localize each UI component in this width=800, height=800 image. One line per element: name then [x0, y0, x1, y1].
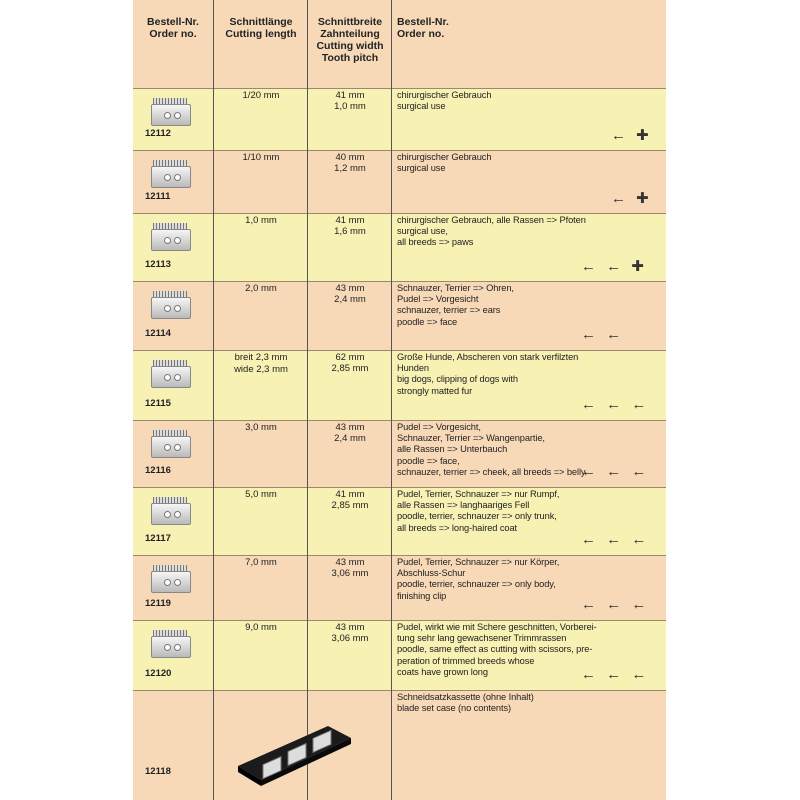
header-text: Schnittbreite: [317, 16, 383, 28]
cutting-width-line: 3,06 mm: [331, 568, 369, 579]
description-line: chirurgischer Gebrauch: [397, 152, 492, 162]
cutting-width-line: 2,85 mm: [331, 363, 369, 374]
description-line: chirurgischer Gebrauch: [397, 90, 492, 100]
order-number: 12117: [145, 533, 171, 544]
breed-icons: ← ← ✚: [581, 258, 647, 275]
blade-teeth: [153, 360, 187, 366]
breed-icons: ← ← ←: [581, 396, 650, 413]
description: [397, 90, 665, 112]
blade-image: [151, 571, 191, 593]
header-cutting-length: [215, 16, 307, 40]
cutting-width-line: 1,6 mm: [334, 226, 366, 237]
description-line: Schnauzer, Terrier => Wangenpartie,: [397, 433, 545, 444]
description-line: Pudel => Vorgesicht,: [397, 422, 481, 432]
cutting-width: [309, 90, 391, 112]
column-divider: [391, 0, 392, 800]
blade-image: [151, 503, 191, 525]
header-cutting-width: [309, 16, 391, 64]
cutting-length: [215, 352, 307, 376]
description-line: blade set case (no contents): [397, 703, 511, 714]
product-table: [133, 0, 666, 800]
cutting-length-line: 7,0 mm: [245, 557, 277, 568]
description-line: schnauzer, terrier => ears: [397, 305, 501, 316]
description-line: peration of trimmed breeds whose: [397, 655, 535, 666]
header-order-no-2: [397, 16, 597, 40]
description-line: poodle, terrier, schnauzer => only body,: [397, 579, 556, 590]
description-line: schnauzer, terrier => cheek, all breeds => belly: [397, 466, 586, 477]
cutting-width-line: 43 mm: [335, 422, 365, 433]
header-order-no: [133, 16, 213, 40]
description-line: big dogs, clipping of dogs with: [397, 374, 518, 385]
breed-icons: ← ← ←: [581, 531, 650, 548]
cutting-width: [309, 215, 391, 237]
description-line: alle Rassen => Unterbauch: [397, 444, 508, 455]
breed-icons: ← ←: [581, 326, 625, 343]
description-line: all breeds => paws: [397, 237, 474, 248]
description-line: Große Hunde, Abscheren von stark verfilzten: [397, 352, 579, 362]
cutting-width: [309, 283, 391, 305]
header-text: Cutting length: [225, 28, 297, 40]
breed-icons: ← ← ←: [581, 463, 650, 480]
description-line: Abschluss-Schur: [397, 568, 466, 579]
cutting-width-line: 2,4 mm: [334, 433, 366, 444]
blade-teeth: [153, 291, 187, 297]
blade-teeth: [153, 98, 187, 104]
description-line: Schneidsatzkassette (ohne Inhalt): [397, 692, 534, 702]
cutting-width: [309, 422, 391, 444]
description: [397, 152, 665, 174]
cutting-width-line: 43 mm: [335, 622, 365, 633]
description-line: coats have grown long: [397, 666, 488, 677]
description-line: poodle => face,: [397, 455, 460, 466]
cutting-length: [215, 489, 307, 501]
description-line: Pudel => Vorgesicht: [397, 294, 479, 305]
order-number: 12112: [145, 128, 171, 139]
cutting-width: [309, 489, 391, 511]
cutting-length: [215, 557, 307, 569]
blade-teeth: [153, 630, 187, 636]
blade-case-image: [233, 706, 353, 786]
breed-icons: ← ✚: [611, 190, 652, 207]
description-line: alle Rassen => langhaariges Fell: [397, 500, 530, 511]
header-text: Order no.: [149, 28, 197, 40]
breed-icons: ← ← ←: [581, 666, 650, 683]
description-line: Pudel, wirkt wie mit Schere geschnitten, Vorberei-: [397, 622, 597, 632]
blade-image: [151, 636, 191, 658]
description: [397, 283, 665, 328]
description-line: surgical use,: [397, 226, 448, 237]
description-line: surgical use: [397, 101, 446, 112]
cutting-length-line: 1,0 mm: [245, 215, 277, 226]
blade-teeth: [153, 160, 187, 166]
description-line: poodle => face: [397, 316, 458, 327]
description-line: finishing clip: [397, 590, 447, 601]
header-text: Cutting width: [316, 40, 384, 52]
blade-teeth: [153, 497, 187, 503]
description: [397, 352, 665, 397]
column-divider: [213, 0, 214, 800]
description-line: chirurgischer Gebrauch, alle Rassen => Pfoten: [397, 215, 586, 225]
header-text: Schnittlänge: [229, 16, 293, 28]
cutting-length-line: 5,0 mm: [245, 489, 277, 500]
order-number: 12120: [145, 668, 172, 679]
order-number: 12115: [145, 398, 171, 409]
cutting-length: [215, 283, 307, 295]
header-text: Bestell-Nr.: [147, 16, 199, 28]
blade-image: [151, 104, 191, 126]
description: [397, 489, 665, 534]
cutting-width: [309, 152, 391, 174]
description-line: tung sehr lang gewachsener Trimmrassen: [397, 633, 567, 644]
blade-image: [151, 166, 191, 188]
header-text: Order no.: [397, 28, 445, 40]
description-line: Schnauzer, Terrier => Ohren,: [397, 283, 514, 293]
blade-image: [151, 366, 191, 388]
order-number: 12118: [145, 766, 171, 777]
order-number: 12111: [145, 191, 171, 202]
description-line: all breeds => long-haired coat: [397, 522, 518, 533]
cutting-width-line: 3,06 mm: [331, 633, 369, 644]
cutting-width: [309, 352, 391, 374]
cutting-length-line: 1/10 mm: [242, 152, 280, 163]
description-line: strongly matted fur: [397, 385, 473, 396]
blade-teeth: [153, 565, 187, 571]
description-line: Hunden: [397, 363, 429, 374]
cutting-width: [309, 622, 391, 644]
cutting-length-line: breit 2,3 mm: [234, 352, 288, 363]
cutting-width-line: 40 mm: [335, 152, 365, 163]
order-number: 12116: [145, 465, 171, 476]
cutting-width-line: 43 mm: [335, 283, 365, 294]
cutting-width-line: 43 mm: [335, 557, 365, 568]
cutting-width-line: 41 mm: [335, 489, 365, 500]
description-line: poodle, terrier, schnauzer => only trunk,: [397, 511, 557, 522]
cutting-length-line: 1/20 mm: [242, 90, 280, 101]
cutting-width-line: 41 mm: [335, 90, 365, 101]
cutting-length: [215, 622, 307, 634]
blade-image: [151, 297, 191, 319]
cutting-width-line: 41 mm: [335, 215, 365, 226]
cutting-width-line: 1,0 mm: [334, 101, 366, 112]
cutting-width-line: 2,85 mm: [331, 500, 369, 511]
blade-teeth: [153, 223, 187, 229]
cutting-length: [215, 90, 307, 102]
breed-icons: ← ← ←: [581, 596, 650, 613]
blade-image: [151, 436, 191, 458]
cutting-length: [215, 152, 307, 164]
cutting-width-line: 1,2 mm: [334, 163, 366, 174]
order-number: 12114: [145, 328, 171, 339]
header-text: Bestell-Nr.: [397, 16, 449, 28]
blade-image: [151, 229, 191, 251]
column-divider: [307, 0, 308, 800]
order-number: 12119: [145, 598, 171, 609]
description-line: surgical use: [397, 163, 446, 174]
blade-teeth: [153, 430, 187, 436]
header-text: Tooth pitch: [321, 52, 379, 64]
cutting-length-line: 3,0 mm: [245, 422, 277, 433]
cutting-length-line: 9,0 mm: [245, 622, 277, 633]
description-line: Pudel, Terrier, Schnauzer => nur Rumpf,: [397, 489, 560, 499]
breed-icons: ← ✚: [611, 127, 652, 144]
cutting-length: [215, 422, 307, 434]
cutting-length: [215, 215, 307, 227]
cutting-length-line: 2,0 mm: [245, 283, 277, 294]
cutting-width: [309, 557, 391, 579]
description-line: Pudel, Terrier, Schnauzer => nur Körper,: [397, 557, 560, 567]
description: [397, 692, 665, 714]
cutting-width-line: 62 mm: [335, 352, 365, 363]
description-line: poodle, same effect as cutting with scissors, pre-: [397, 644, 593, 655]
description: [397, 215, 665, 249]
cutting-width-line: 2,4 mm: [334, 294, 366, 305]
header-text: Zahnteilung: [320, 28, 380, 40]
order-number: 12113: [145, 259, 171, 270]
cutting-length-line: wide 2,3 mm: [234, 364, 288, 375]
